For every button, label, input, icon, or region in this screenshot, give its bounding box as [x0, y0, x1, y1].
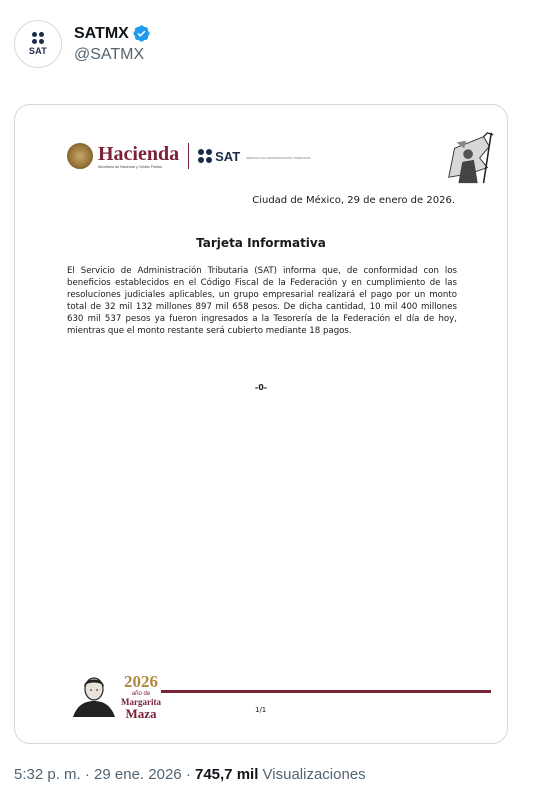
meta-separator: · — [84, 766, 90, 783]
author-info — [74, 24, 151, 64]
name-row — [74, 24, 151, 43]
margarita-maza-portrait-icon — [69, 669, 119, 719]
document-end-mark: -0- — [254, 383, 268, 392]
footer-name-last: Maza — [125, 706, 157, 721]
document-body: El Servicio de Administración Tributaria (SAT) informa que, de conformidad con los beneficios establecidos en el Código Fiscal de la Federación y en cumplimiento de las resoluciones judiciales aplicables, un grupo empresarial realizará el pago por un monto total de 32 mil 132 millones 897 mil 658 pesos. De dicha cantidad, 10 mil 400 millones 630 mil 537 pesos ya fueron ingresados a la Tesorería de la Federación el día de hoy, mientras que el monto restante será cubierto mediante 18 pagos. — [67, 266, 457, 336]
logo-divider — [188, 143, 189, 169]
sat-wordmark: SAT — [215, 148, 241, 164]
national-seal-icon — [67, 143, 93, 169]
document-logos — [67, 143, 316, 169]
views-count: 745,7 mil — [194, 766, 259, 783]
footer-name-first: Margarita — [121, 697, 161, 707]
document-image — [15, 105, 507, 743]
handle[interactable]: @SATMX — [74, 46, 145, 63]
sat-dots-icon — [32, 32, 44, 44]
display-name[interactable]: SATMX — [74, 24, 129, 42]
hacienda-subtitle: Secretaría de Hacienda y Crédito Público — [98, 164, 163, 169]
tweet-time[interactable]: 5:32 p. m. — [14, 766, 81, 783]
hacienda-logo — [98, 144, 179, 169]
flag-bearer-illustration-icon — [441, 129, 499, 187]
tweet-date[interactable]: 29 ene. 2026 — [94, 766, 182, 783]
tweet-header — [14, 14, 151, 74]
footer-year: 2026 — [123, 672, 158, 691]
page-number: 1/1 — [255, 706, 267, 714]
document-title: Tarjeta Informativa — [196, 236, 326, 250]
commemorative-year-logo — [121, 673, 161, 720]
views-label: Visualizaciones — [262, 766, 366, 783]
avatar-text: SAT — [28, 46, 48, 56]
tweet-meta — [14, 766, 366, 783]
footer-divider — [161, 690, 491, 693]
avatar[interactable] — [14, 20, 62, 68]
sat-dots-icon — [198, 149, 212, 163]
footer-year-sub: año de — [131, 691, 151, 697]
media-card[interactable] — [14, 104, 508, 744]
sat-subtitle: SERVICIO DE ADMINISTRACIÓN TRIBUTARIA — [246, 156, 311, 160]
meta-separator: · — [185, 766, 191, 783]
document-date: Ciudad de México, 29 de enero de 2026. — [252, 195, 455, 206]
sat-logo — [198, 149, 316, 164]
hacienda-wordmark: Hacienda — [98, 142, 180, 165]
verified-badge-icon — [132, 24, 151, 43]
